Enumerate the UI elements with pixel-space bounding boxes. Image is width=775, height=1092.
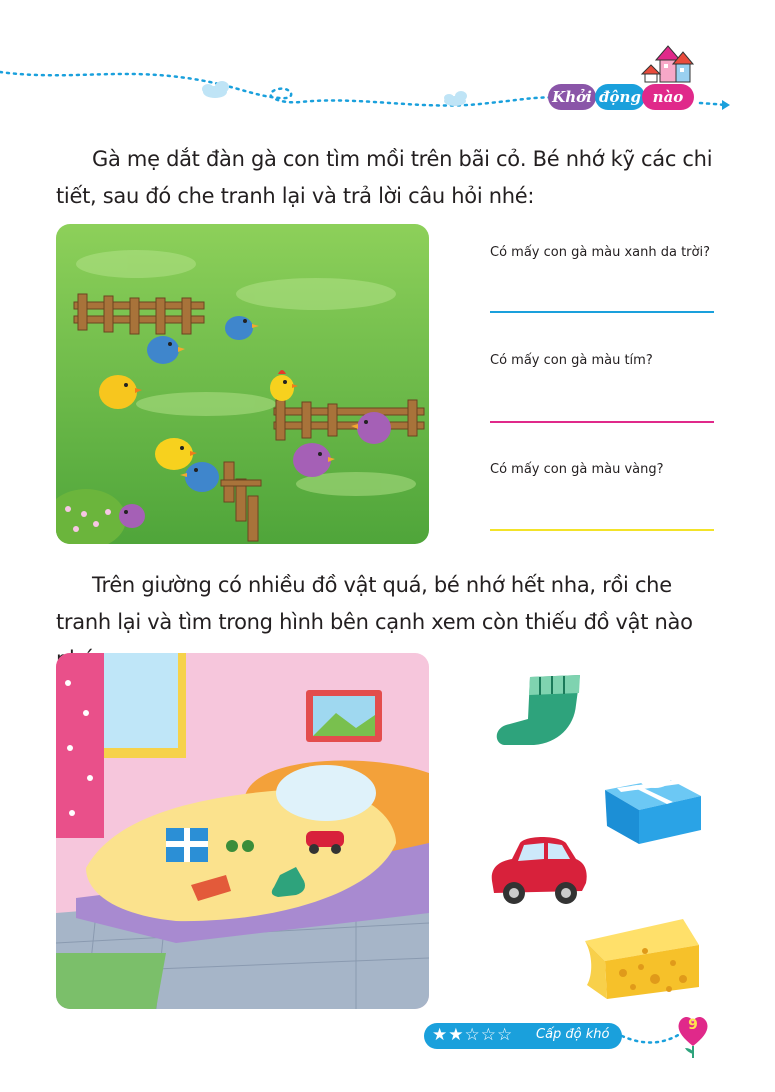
question-2: Có mấy con gà màu tím? (490, 353, 653, 368)
header-decoration (0, 0, 775, 130)
page-number: 9 (688, 1017, 698, 1033)
badge-word-1: Khởi (552, 88, 592, 106)
sock-item[interactable] (490, 665, 585, 750)
answer-line-1[interactable] (490, 311, 714, 313)
instruction-paragraph-1: Gà mẹ dắt đàn gà con tìm mồi trên bãi cỏ. Bé nhớ kỹ các chi tiết, sau đó che tranh lại và trả lời câu hỏi nhé: (56, 147, 713, 208)
question-3: Có mấy con gà màu vàng? (490, 462, 664, 477)
answer-line-3[interactable] (490, 529, 714, 531)
difficulty-stars: ★★☆☆☆ (432, 1025, 514, 1045)
answer-line-2[interactable] (490, 421, 714, 423)
question-1: Có mấy con gà màu xanh da trời? (490, 245, 710, 260)
cheese-icon (583, 915, 701, 1001)
gift-box-icon (166, 828, 208, 862)
cloud-icon (444, 91, 467, 106)
sock-icon (490, 665, 585, 750)
toy-car-icon (486, 833, 590, 909)
badge-word-3: nào (652, 88, 684, 106)
difficulty-label: Cấp độ khó (536, 1027, 610, 1042)
houses-icon (642, 46, 693, 82)
cheese-item[interactable] (583, 915, 701, 1001)
toy-car-item[interactable] (486, 833, 590, 909)
badge-word-2: động (599, 88, 641, 106)
gift-box-item[interactable] (603, 758, 703, 846)
gift-box-icon (603, 758, 703, 846)
purple-chick (119, 504, 145, 528)
bedroom-illustration (56, 653, 429, 1009)
instruction-paragraph-2: Trên giường có nhiều đồ vật quá, bé nhớ hết nha, rồi che tranh lại và tìm trong hình bên cạnh xem còn thiếu đồ vật nào (56, 573, 693, 634)
chicks-on-grass-illustration (56, 224, 429, 544)
